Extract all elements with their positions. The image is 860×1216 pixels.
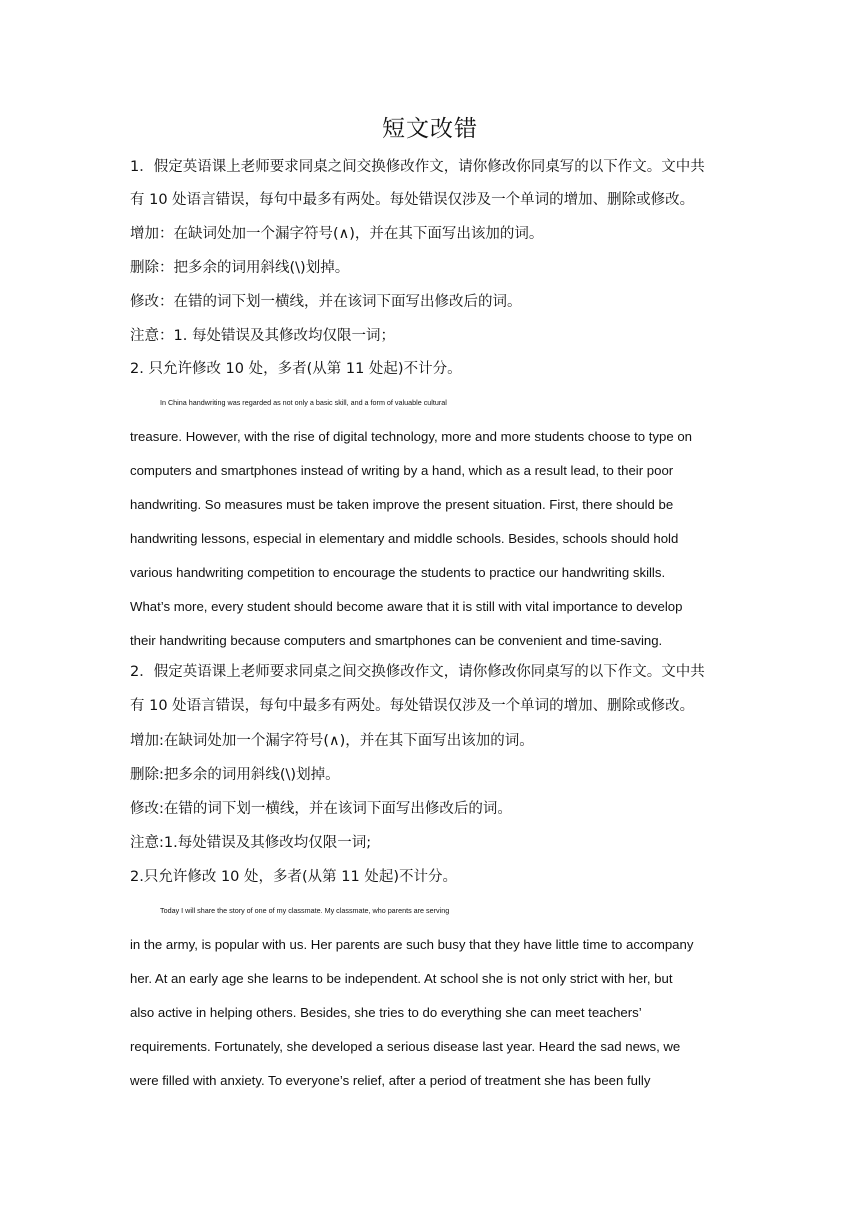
section2-passage-line: her. At an early age she learns to be independent. At school she is not only strict with her, but (130, 971, 673, 986)
section2-add-rule: 增加:在缺词处加一个漏字符号(∧)，并在其下面写出该加的词。 (130, 733, 534, 749)
section2-instruction-line2: 有 10 处语言错误，每句中最多有两处。每处错误仅涉及一个单词的增加、删除或修改。 (130, 698, 695, 714)
section2-passage-line: requirements. Fortunately, she developed a serious disease last year. Heard the sad news, we (130, 1039, 681, 1054)
section2-passage-line: were filled with anxiety. To everyone’s relief, after a period of treatment she has been fully (130, 1073, 651, 1088)
section2-modify-rule: 修改:在错的词下划一横线，并在该词下面写出修改后的词。 (130, 801, 512, 817)
section1-note2: 2. 只允许修改 10 处，多者(从第 11 处起)不计分。 (130, 361, 462, 377)
section1-passage-line: treasure. However, with the rise of digital technology, more and more students choose to type on (130, 429, 692, 444)
section2-note2: 2.只允许修改 10 处，多者(从第 11 处起)不计分。 (130, 869, 457, 885)
section2-passage-line: also active in helping others. Besides, she tries to do everything she can meet teachers’ (130, 1005, 642, 1020)
section2-passage-line: Today I will share the story of one of my classmate. My classmate, who parents are serving (160, 906, 450, 915)
page-title: 短文改错 (382, 116, 478, 142)
section1-note1: 注意：1. 每处错误及其修改均仅限一词； (130, 328, 395, 344)
section1-passage-line: computers and smartphones instead of writing by a hand, which as a result lead, to their poor (130, 463, 674, 478)
section1-delete-rule: 删除：把多余的词用斜线(\)划掉。 (130, 260, 350, 276)
section1-passage-line: In China handwriting was regarded as not only a basic skill, and a form of valuable cultural (160, 398, 447, 407)
section1-passage-line: handwriting. So measures must be taken improve the present situation. First, there should be (130, 497, 674, 512)
section2-delete-rule: 删除:把多余的词用斜线(\)划掉。 (130, 767, 340, 783)
section2-passage-line: in the army, is popular with us. Her parents are such busy that they have little time to accompany (130, 937, 694, 952)
section2-note1: 注意:1.每处错误及其修改均仅限一词; (130, 835, 372, 851)
section1-modify-rule: 修改：在错的词下划一横线，并在该词下面写出修改后的词。 (130, 294, 522, 310)
section1-instruction-line1: 1．假定英语课上老师要求同桌之间交换修改作文，请你修改你同桌写的以下作文。文中共 (130, 159, 705, 175)
section2-instruction-line1: 2．假定英语课上老师要求同桌之间交换修改作文，请你修改你同桌写的以下作文。文中共 (130, 664, 705, 680)
section1-passage-line: What’s more, every student should become aware that it is still with vital importance to develop (130, 599, 683, 614)
section1-passage-line: various handwriting competition to encourage the students to practice our handwriting skills. (130, 565, 666, 580)
section1-add-rule: 增加：在缺词处加一个漏字符号(∧)，并在其下面写出该加的词。 (130, 226, 544, 242)
section1-instruction-line2: 有 10 处语言错误，每句中最多有两处。每处错误仅涉及一个单词的增加、删除或修改。 (130, 192, 695, 208)
section1-passage-line: their handwriting because computers and smartphones can be convenient and time-saving. (130, 633, 663, 648)
section1-passage-line: handwriting lessons, especial in elementary and middle schools. Besides, schools should hold (130, 531, 679, 546)
